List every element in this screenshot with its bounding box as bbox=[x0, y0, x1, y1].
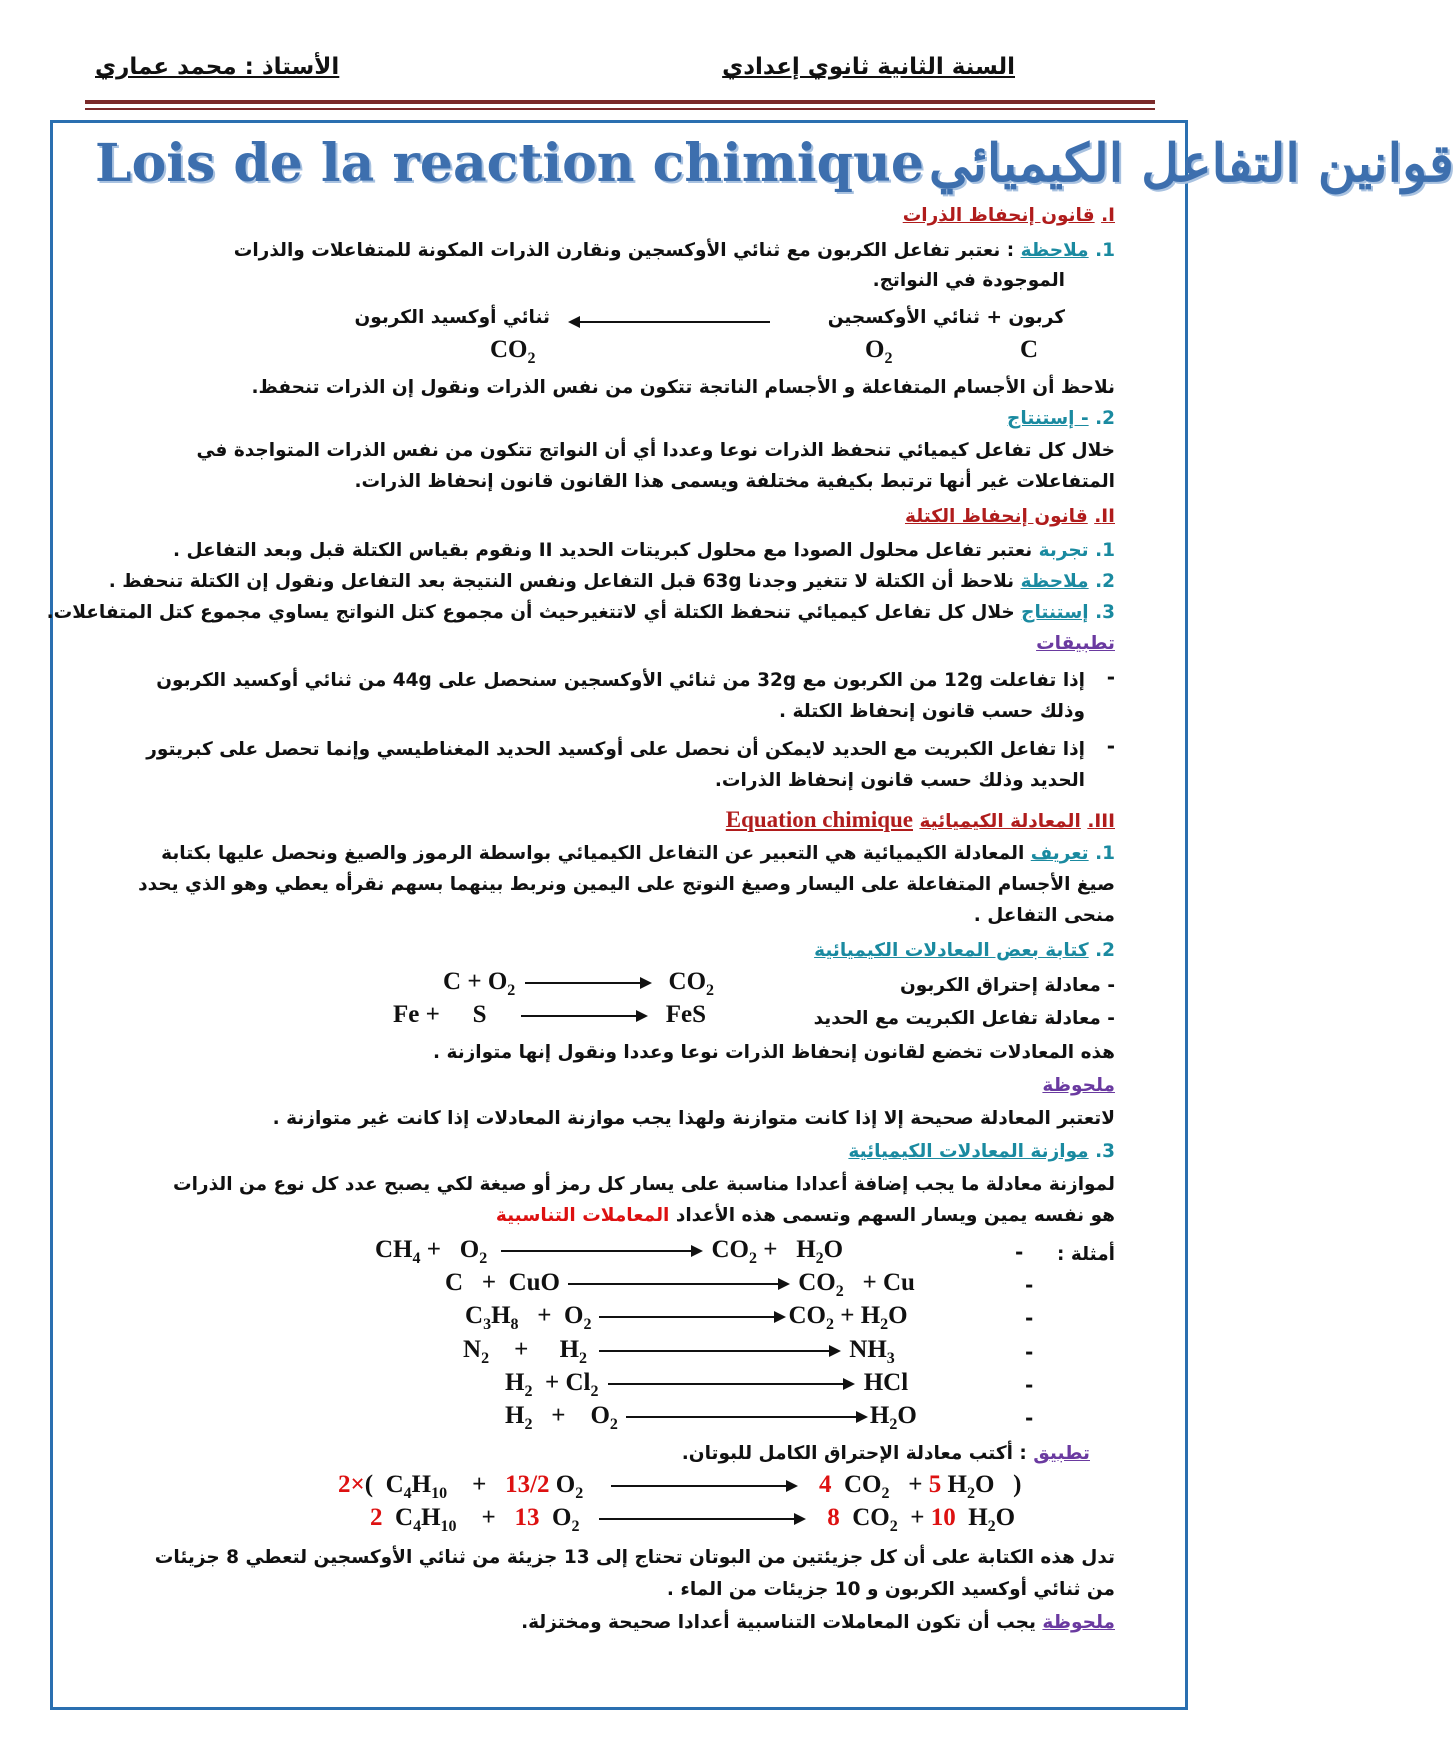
s1-p2-heading: 2. - إستنتاج bbox=[1007, 408, 1115, 429]
example-eq-2: C + CuO $CO_2 + Cu$ bbox=[445, 1269, 915, 1300]
s2-app1-line2: وذلك حسب قانون إنحفاظ الكتلة . bbox=[779, 701, 1085, 722]
application-line: تطبيق : أكتب معادلة الإحتراق الكامل للبوتان. bbox=[681, 1443, 1090, 1464]
s3-write-eq2-label: - معادلة تفاعل الكبريت مع الحديد bbox=[813, 1008, 1115, 1029]
butane-eq-2: 2 $C_4H_{10}$ + 13 $O_2$ 8 $CO_2 + 10$ $H_2O$ bbox=[370, 1504, 1016, 1535]
teacher-header: الأستاذ : محمد عماري bbox=[95, 54, 340, 80]
example-dash-3: - bbox=[1025, 1306, 1034, 1330]
s2-app2-line2: الحديد وذلك حسب قانون إنحفاظ الذرات. bbox=[714, 770, 1085, 791]
example-dash-5: - bbox=[1025, 1373, 1034, 1397]
s1-eq-arrow bbox=[565, 306, 770, 337]
header-rule bbox=[85, 100, 1155, 104]
example-eq-5: $H_2 + Cl_2$ HCl bbox=[505, 1369, 909, 1400]
s2-app2-dash: - bbox=[1106, 734, 1115, 758]
s3-def-line3: منحى التفاعل . bbox=[973, 905, 1115, 926]
final-note: ملحوظة يجب أن تكون المعاملات التناسبية أعدادا صحيحة ومختزلة. bbox=[521, 1612, 1115, 1633]
s2-app2-line1: إذا تفاعل الكبريت مع الحديد لايمكن أن نحصل على أوكسيد الحديد المغناطيسي وإنما تحصل على كبريتور bbox=[146, 739, 1085, 760]
s3-def-line1: 1. تعريف المعادلة الكيميائية هي التعبير عن التفاعل الكيميائي بواسطة الرموز والصيغ ونحصل عليها بكتابة bbox=[161, 843, 1115, 864]
s3-note-label: ملحوظة bbox=[1042, 1075, 1115, 1096]
example-eq-3: $C_3H_8 + O_2$ $CO_2 + H_2O$ bbox=[465, 1302, 908, 1333]
s1-p2-line1: خلال كل تفاعل كيميائي تنحفظ الذرات نوعا وعددا أي أن النواتج تتكون من نفس الذرات المتواجدة في bbox=[196, 440, 1115, 461]
formula-co2: $CO_2$ bbox=[490, 336, 536, 367]
application-conclusion-1: تدل هذه الكتابة على أن كل جزيئتين من البوتان تحتاج إلى 13 جزيئة من ثنائي الأوكسجين لتعطي 8 جزيئات bbox=[154, 1547, 1115, 1568]
s2-item-3: 3. إستنتاج خلال كل تفاعل كيميائي تنحفظ الكتلة أي لاتتغيرحيث أن مجموع كتل النواتج يساوي مجموع كتل المتفاعلات. bbox=[46, 602, 1115, 623]
section-2-heading: II. قانون إنحفاظ الكتلة bbox=[904, 506, 1115, 527]
level-header: السنة الثانية ثانوي إعدادي bbox=[722, 54, 1015, 80]
example-dash-6: - bbox=[1025, 1406, 1034, 1430]
title-ar: قوانين التفاعل الكيميائي bbox=[929, 133, 1454, 194]
eq-iron-sulfur: Fe + S FeS bbox=[393, 1001, 707, 1028]
s3-write-conclusion: هذه المعادلات تخضع لقانون إنحفاظ الذرات نوعا وعددا ونقول إنها متوازنة . bbox=[433, 1042, 1115, 1063]
s3-def-line2: صيغ الأجسام المتفاعلة على اليسار وصيغ النوتج على اليمين ونربط بينهما بسهم نقرأه يعطي وهو الذي يحدد bbox=[138, 874, 1115, 895]
examples-label: أمثلة : bbox=[1057, 1244, 1115, 1265]
example-eq-6: $H_2$ + $O_2$ $H_2O$ bbox=[505, 1402, 917, 1433]
s2-item-2: 2. ملاحظة نلاحظ أن الكتلة لا تتغير وجدنا 63g قبل التفاعل ونفس النتيجة بعد التفاعل ونقول إن الكتلة تنحفظ . bbox=[108, 571, 1115, 592]
s2-app1-line1: إذا تفاعلت 12g من الكربون مع 32g من ثنائي الأوكسجين سنحصل على 44g من ثنائي أوكسيد الكربون bbox=[156, 670, 1085, 691]
s1-p2-line2: المتفاعلات غير أنها ترتبط بكيفية مختلفة ويسمى هذا القانون قانون إنحفاظ الذرات. bbox=[354, 471, 1115, 492]
header-rule-thin bbox=[85, 108, 1155, 110]
s2-item-1: 1. تجربة نعتبر تفاعل محلول الصودا مع محلول كبريتات الحديد II ونقوم بقياس الكتلة قبل وبعد التفاعل . bbox=[173, 540, 1115, 561]
title-fr: Lois de la reaction chimique bbox=[95, 133, 924, 194]
s2-apps-label: تطبيقات bbox=[1036, 633, 1115, 654]
s1-p1-line2: الموجودة في النواتج. bbox=[872, 270, 1065, 291]
s1-eq-reactants: كربون + ثنائي الأوكسجين bbox=[827, 307, 1065, 328]
page-title bbox=[95, 133, 1454, 203]
example-dash-1: - bbox=[1015, 1240, 1024, 1264]
s1-p1-line3: نلاحظ أن الأجسام المتفاعلة و الأجسام الناتجة تتكون من نفس الذرات ونقول إن الذرات تنحفظ. bbox=[251, 377, 1115, 398]
section-3-heading: III. المعادلة الكيميائية Equation chimique bbox=[725, 807, 1115, 832]
section-1-heading: I. قانون إنحفاظ الذرات bbox=[902, 205, 1115, 226]
s1-p1-line1: 1. ملاحظة : نعتبر تفاعل الكربون مع ثنائي الأوكسجين ونقارن الذرات المكونة للمتفاعلات والذرات bbox=[233, 240, 1115, 261]
s3-write-eq1-label: - معادلة إحتراق الكربون bbox=[899, 975, 1115, 996]
s1-eq-product: ثنائي أوكسيد الكربون bbox=[354, 307, 550, 328]
s2-app1-dash: - bbox=[1106, 665, 1115, 689]
formula-o2: $O_2$ bbox=[865, 336, 893, 367]
application-conclusion-2: من ثنائي أوكسيد الكربون و 10 جزيئات من الماء . bbox=[666, 1579, 1115, 1600]
coef-term: المعاملات التناسبية bbox=[495, 1205, 670, 1226]
section-2-title: قانون إنحفاظ الكتلة bbox=[904, 506, 1088, 527]
s3-balance-heading: 3. موازنة المعادلات الكيميائية bbox=[848, 1141, 1115, 1162]
butane-eq-1: 2×( $C_4H_{10}$ + 13/2 $O_2$ 4 $CO_2 + 5$ $H_2O$ ) bbox=[338, 1471, 1022, 1502]
s3-write-heading: 2. كتابة بعض المعادلات الكيميائية bbox=[814, 940, 1115, 961]
example-eq-1: $CH_4 + O_2$ $CO_2 + H_2O$ bbox=[375, 1236, 844, 1267]
section-1-title: قانون إنحفاظ الذرات bbox=[902, 205, 1095, 226]
s3-balance-line1: لموازنة معادلة ما يجب إضافة أعدادا مناسبة على يسار كل رمز أو صيغة لكي يصبح عدد كل نوع من الذرات bbox=[172, 1174, 1115, 1195]
formula-c: C bbox=[1020, 336, 1039, 363]
eq-carbon-combustion: $C + O_2$ $CO_2$ bbox=[443, 968, 715, 999]
s3-note-text: لاتعتبر المعادلة صحيحة إلا إذا كانت متوازنة ولهذا يجب موازنة المعادلات إذا كانت غير متوازنة . bbox=[272, 1108, 1115, 1129]
example-dash-4: - bbox=[1025, 1340, 1034, 1364]
s3-balance-line2: هو نفسه يمين ويسار السهم وتسمى هذه الأعداد المعاملات التناسبية bbox=[495, 1205, 1115, 1226]
example-dash-2: - bbox=[1025, 1273, 1034, 1297]
example-eq-4: $N_2$ + $H_2$ $NH_3$ bbox=[463, 1336, 895, 1367]
